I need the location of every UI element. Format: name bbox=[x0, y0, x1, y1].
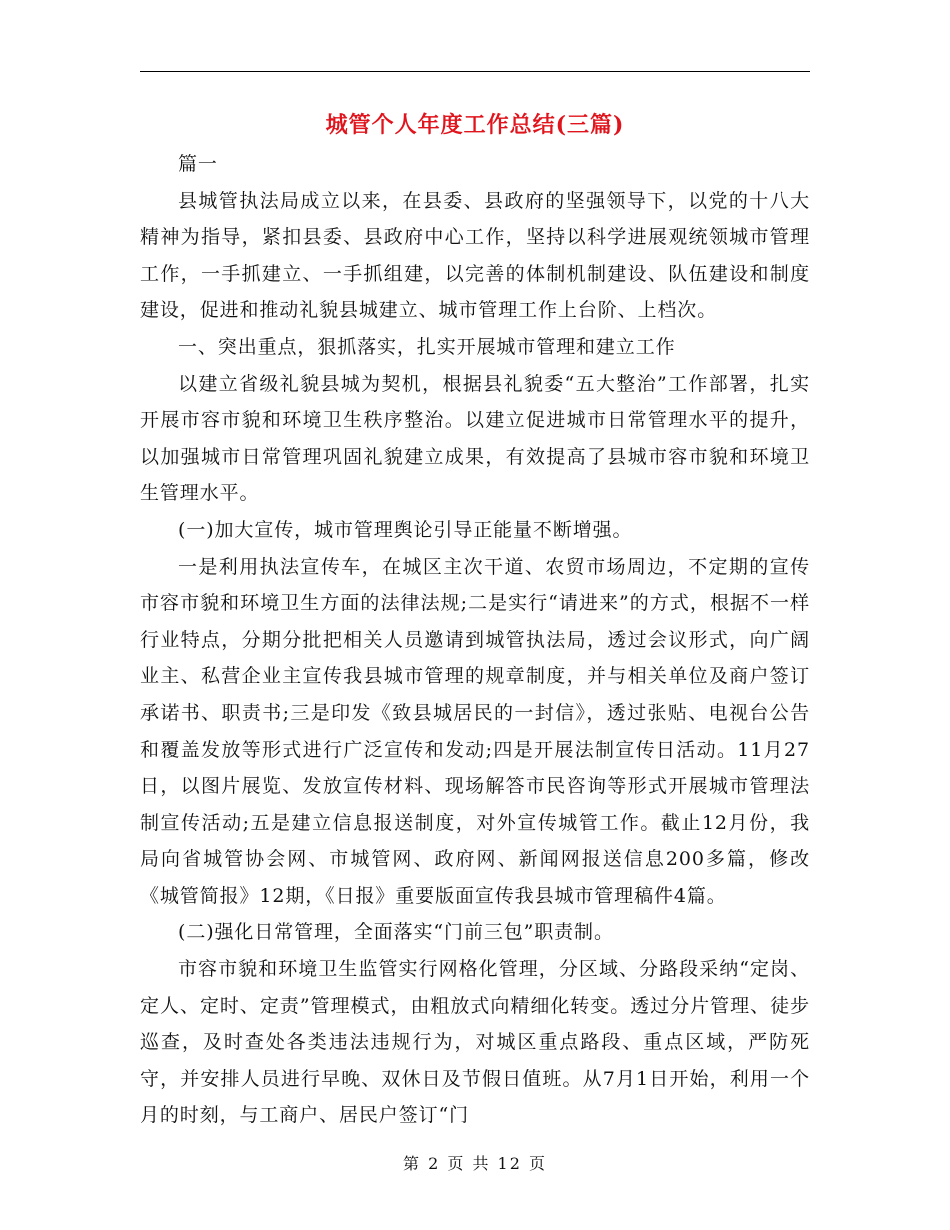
document-body bbox=[140, 146, 810, 1134]
document-title: 城管个人年度工作总结(三篇) bbox=[325, 112, 625, 138]
subsection-heading: (二)强化日常管理，全面落实“门前三包”职责制。 bbox=[178, 921, 614, 944]
body-paragraph: 一是利用执法宣传车，在城区主次干道、农贸市场周边，不定期的宣传市容市貌和环境卫生方面的法律法规;二是实行“请进来”的方式，根据不一样行业特点，分期分批把相关人员邀请到城管执法局，透过会议形式，向广阔业主、私营企业主宣传我县城市管理的规章制度，并与相关单位及商户签订承诺书、职责书;三是印发《致县城居民的一封信》，透过张贴、电视台公告和覆盖发放等形式进行广泛宣传和发动;四是开展法制宣传日活动。11月27日，以图片展览、发放宣传材料、现场解答市民咨询等形式开展城市管理法制宣传活动;五是建立信息报送制度，对外宣传城管工作。截止12月份，我局向省城管协会网、市城管网、政府网、新闻网报送信息200多篇，修改《城管简报》12期，《日报》重要版面宣传我县城市管理稿件4篇。 bbox=[140, 555, 810, 907]
body-paragraph: 以建立省级礼貌县城为契机，根据县礼貌委“五大整治”工作部署，扎实开展市容市貌和环境卫生秩序整治。以建立促进城市日常管理水平的提升，以加强城市日常管理巩固礼貌建立成果，有效提高了县城市容市貌和环境卫生管理水平。 bbox=[140, 372, 810, 505]
section-label: 篇一 bbox=[178, 153, 218, 175]
section-heading: 一、突出重点，狠抓落实，扎实开展城市管理和建立工作 bbox=[178, 335, 676, 358]
subsection-heading: (一)加大宣传，城市管理舆论引导正能量不断增强。 bbox=[178, 518, 633, 541]
page-number: 第 2 页 共 12 页 bbox=[403, 1154, 547, 1173]
header-rule bbox=[140, 71, 810, 72]
body-paragraph: 市容市貌和环境卫生监管实行网格化管理，分区域、分路段采纳“定岗、定人、定时、定责”管理模式，由粗放式向精细化转变。透过分片管理、徒步巡查，及时查处各类违法违规行为，对城区重点路段、重点区域，严防死守，并安排人员进行早晚、双休日及节假日值班。从7月1日开始，利用一个月的时刻，与工商户、居民户签订“门 bbox=[140, 958, 810, 1127]
intro-paragraph: 县城管执法局成立以来，在县委、县政府的坚强领导下，以党的十八大精神为指导，紧扣县委、县政府中心工作，坚持以科学进展观统领城市管理工作，一手抓建立、一手抓组建，以完善的体制机制建设、队伍建设和制度建设，促进和推动礼貌县城建立、城市管理工作上台阶、上档次。 bbox=[140, 189, 810, 322]
